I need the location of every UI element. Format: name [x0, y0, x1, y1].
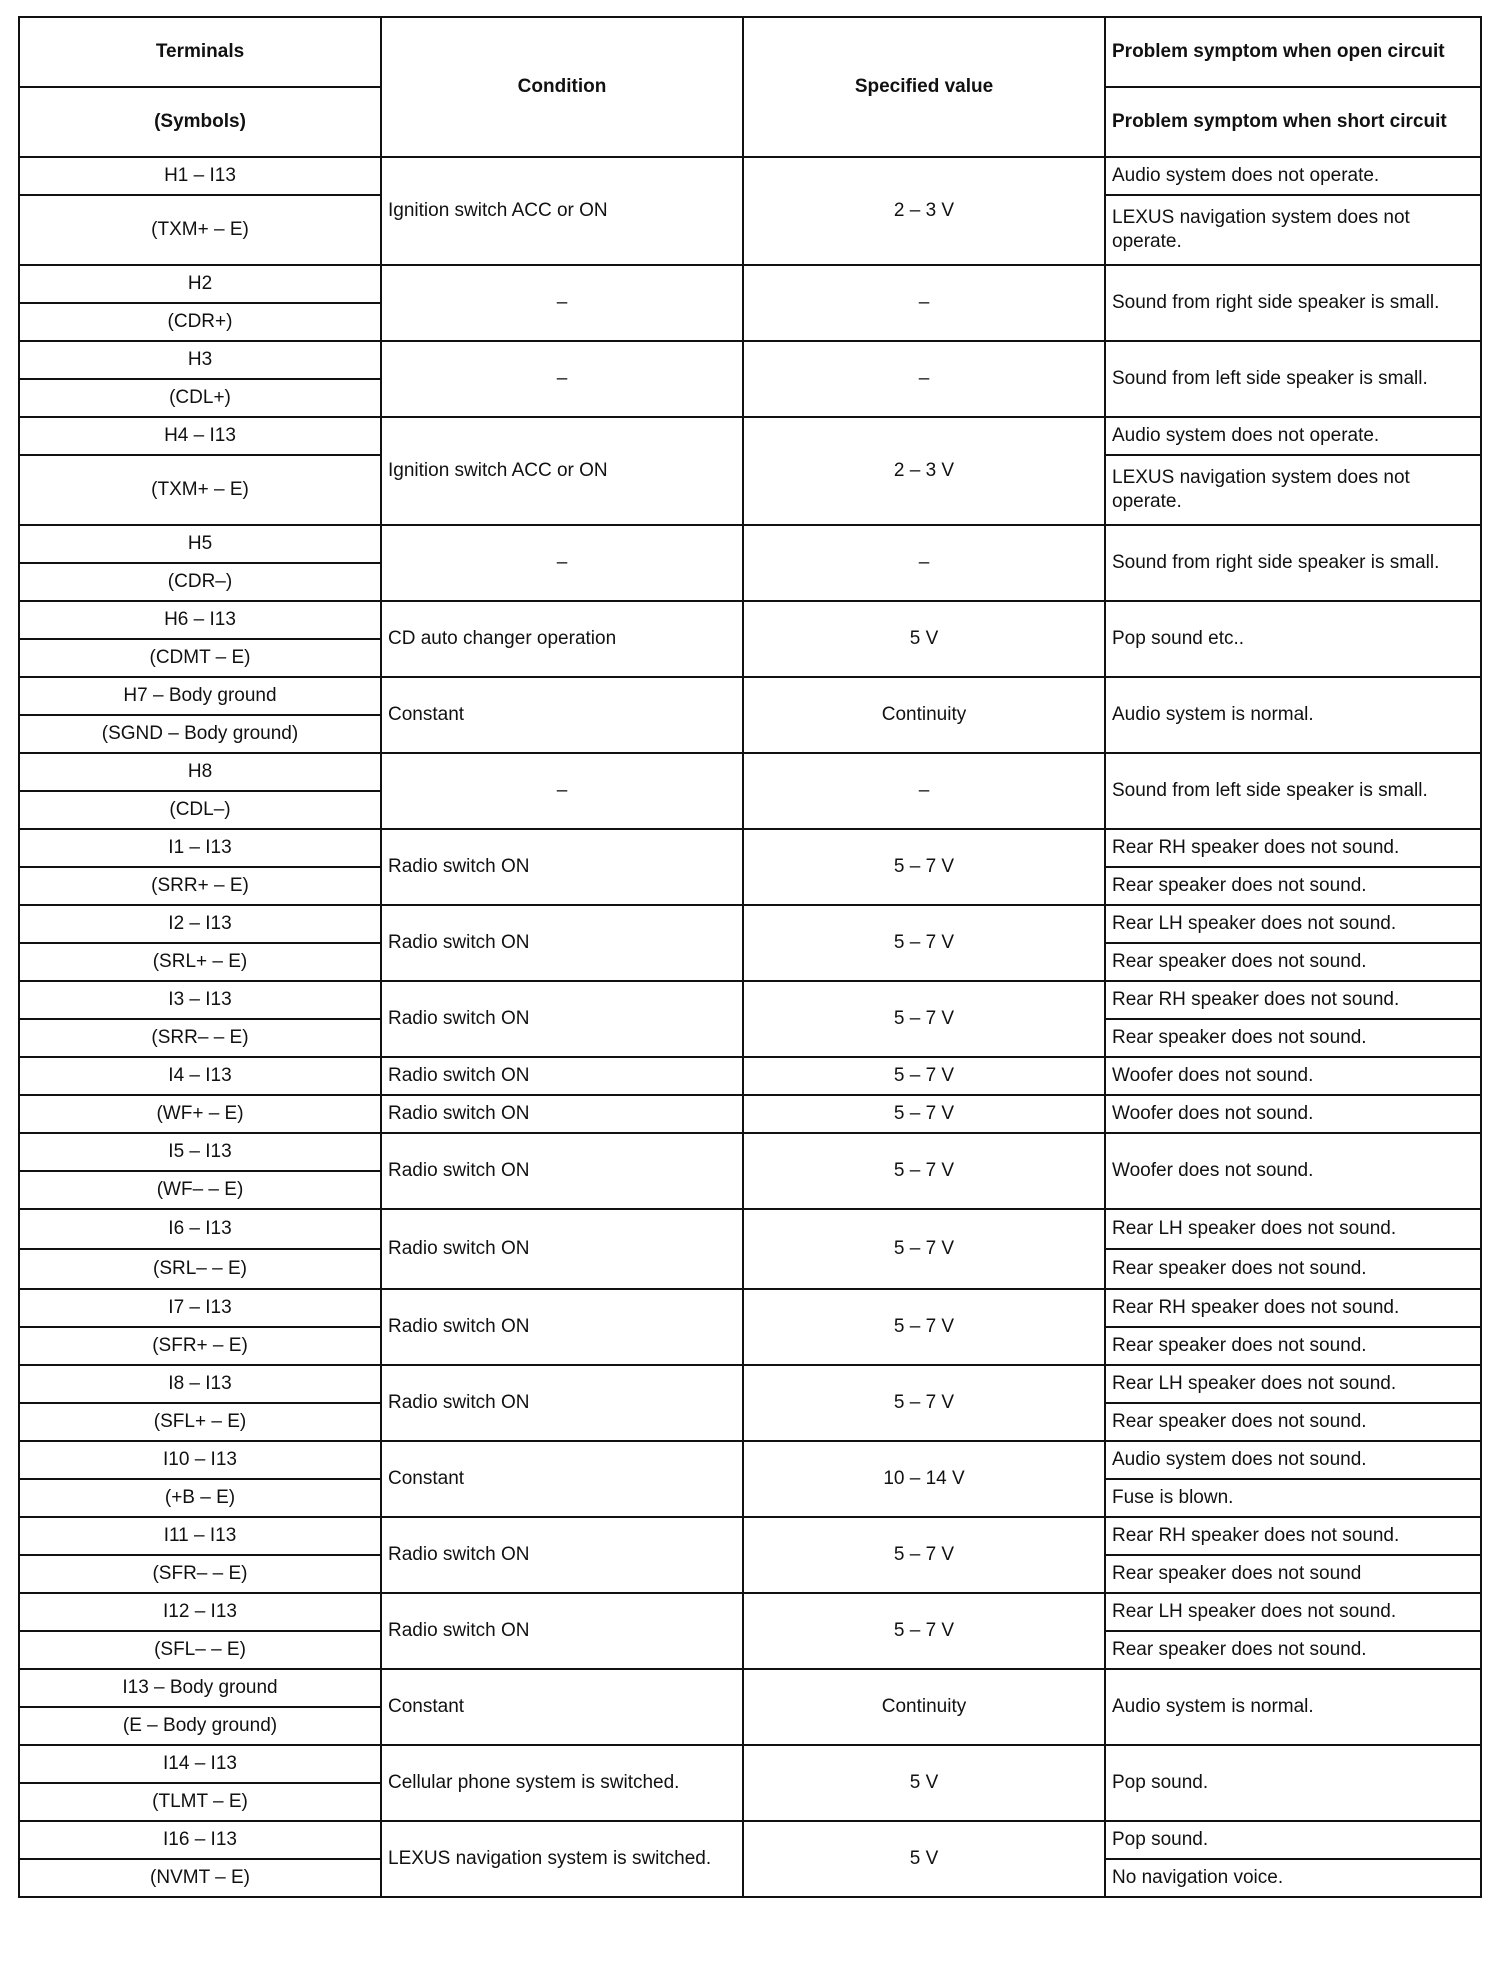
- symbol-cell: (CDR+): [19, 303, 381, 341]
- symptom-cell: Audio system does not operate.: [1105, 417, 1481, 455]
- symbol-cell: (TXM+ – E): [19, 455, 381, 525]
- symptom-cell: Sound from right side speaker is small.: [1105, 265, 1481, 341]
- terminal-cell: I12 – I13: [19, 1593, 381, 1631]
- symbol-cell: (SFR– – E): [19, 1555, 381, 1593]
- terminal-cell: I14 – I13: [19, 1745, 381, 1783]
- value-cell: 5 – 7 V: [743, 1133, 1105, 1209]
- symptom-cell: Fuse is blown.: [1105, 1479, 1481, 1517]
- terminal-cell: I2 – I13: [19, 905, 381, 943]
- symptom-cell: Rear speaker does not sound.: [1105, 1327, 1481, 1365]
- condition-cell: –: [381, 265, 743, 341]
- table-row: [19, 1669, 1481, 1707]
- table-row: [19, 1209, 1481, 1249]
- terminal-cell: I10 – I13: [19, 1441, 381, 1479]
- terminal-cell: H2: [19, 265, 381, 303]
- terminal-cell: I13 – Body ground: [19, 1669, 381, 1707]
- symptom-cell: Audio system does not sound.: [1105, 1441, 1481, 1479]
- terminal-cell: I3 – I13: [19, 981, 381, 1019]
- value-cell: Continuity: [743, 677, 1105, 753]
- condition-cell: Constant: [381, 1441, 743, 1517]
- symptom-cell: Pop sound.: [1105, 1745, 1481, 1821]
- condition-cell: Radio switch ON: [381, 1133, 743, 1209]
- value-cell: 5 – 7 V: [743, 829, 1105, 905]
- value-cell: 5 – 7 V: [743, 1365, 1105, 1441]
- symptom-cell: Audio system does not operate.: [1105, 157, 1481, 195]
- table-row: [19, 265, 1481, 303]
- symbol-cell: (CDL+): [19, 379, 381, 417]
- condition-cell: Radio switch ON: [381, 1209, 743, 1289]
- symbol-cell: (SGND – Body ground): [19, 715, 381, 753]
- symptom-cell: Rear LH speaker does not sound.: [1105, 905, 1481, 943]
- value-cell: –: [743, 265, 1105, 341]
- header-symbols: (Symbols): [19, 87, 381, 157]
- symbol-cell: (CDMT – E): [19, 639, 381, 677]
- symbol-cell: (TLMT – E): [19, 1783, 381, 1821]
- value-cell: 2 – 3 V: [743, 157, 1105, 265]
- header-condition: Condition: [381, 17, 743, 157]
- symbol-cell: (TXM+ – E): [19, 195, 381, 265]
- symbol-cell: (CDL–): [19, 791, 381, 829]
- condition-cell: Radio switch ON: [381, 1365, 743, 1441]
- table-row: [19, 753, 1481, 791]
- symbol-cell: (+B – E): [19, 1479, 381, 1517]
- terminal-cell: I6 – I13: [19, 1209, 381, 1249]
- symbol-cell: (E – Body ground): [19, 1707, 381, 1745]
- header-symptom-short: Problem symptom when short circuit: [1105, 87, 1481, 157]
- table-row: [19, 157, 1481, 195]
- terminal-cell: H1 – I13: [19, 157, 381, 195]
- condition-cell: Radio switch ON: [381, 1517, 743, 1593]
- symptom-cell: Sound from right side speaker is small.: [1105, 525, 1481, 601]
- symbol-cell: (CDR–): [19, 563, 381, 601]
- terminal-cell: I8 – I13: [19, 1365, 381, 1403]
- table-row: [19, 1365, 1481, 1403]
- symbol-cell: (SRR+ – E): [19, 867, 381, 905]
- condition-cell: –: [381, 753, 743, 829]
- terminal-cell: I16 – I13: [19, 1821, 381, 1859]
- condition-cell: Ignition switch ACC or ON: [381, 417, 743, 525]
- symbol-cell: (SRL– – E): [19, 1249, 381, 1289]
- value-cell: 5 – 7 V: [743, 1289, 1105, 1365]
- symptom-cell: Sound from left side speaker is small.: [1105, 341, 1481, 417]
- condition-cell: LEXUS navigation system is switched.: [381, 1821, 743, 1897]
- table-row: [19, 417, 1481, 455]
- symptom-cell: Rear speaker does not sound.: [1105, 867, 1481, 905]
- value-cell: 5 – 7 V: [743, 1057, 1105, 1095]
- value-cell: 5 V: [743, 601, 1105, 677]
- value-cell: 5 V: [743, 1821, 1105, 1897]
- table-row: [19, 1095, 1481, 1133]
- symptom-cell: Rear speaker does not sound.: [1105, 943, 1481, 981]
- terminal-cell: H7 – Body ground: [19, 677, 381, 715]
- value-cell: 5 – 7 V: [743, 905, 1105, 981]
- terminal-cell: H6 – I13: [19, 601, 381, 639]
- symptom-cell: Rear speaker does not sound.: [1105, 1019, 1481, 1057]
- table-row: [19, 981, 1481, 1019]
- value-cell: 5 – 7 V: [743, 1209, 1105, 1289]
- value-cell: –: [743, 341, 1105, 417]
- terminal-specification-table: [18, 16, 1482, 1898]
- terminal-cell: I5 – I13: [19, 1133, 381, 1171]
- symbol-cell: (SFL+ – E): [19, 1403, 381, 1441]
- symptom-cell: Rear RH speaker does not sound.: [1105, 1289, 1481, 1327]
- table-row: [19, 1289, 1481, 1327]
- value-cell: 5 – 7 V: [743, 1095, 1105, 1133]
- terminal-cell: I1 – I13: [19, 829, 381, 867]
- value-cell: 2 – 3 V: [743, 417, 1105, 525]
- symptom-cell: Sound from left side speaker is small.: [1105, 753, 1481, 829]
- terminal-cell: H8: [19, 753, 381, 791]
- symbol-cell: (SRL+ – E): [19, 943, 381, 981]
- terminal-table-sheet: [18, 16, 1480, 1898]
- symptom-cell: LEXUS navigation system does not operate.: [1105, 455, 1481, 525]
- table-row: [19, 1441, 1481, 1479]
- table-row: [19, 341, 1481, 379]
- terminal-cell: I4 – I13: [19, 1057, 381, 1095]
- symptom-cell: LEXUS navigation system does not operate.: [1105, 195, 1481, 265]
- symptom-cell: Pop sound etc..: [1105, 601, 1481, 677]
- table-row: [19, 905, 1481, 943]
- table-row: [19, 829, 1481, 867]
- condition-cell: Radio switch ON: [381, 1289, 743, 1365]
- symptom-cell: Audio system is normal.: [1105, 677, 1481, 753]
- symbol-cell: (WF+ – E): [19, 1095, 381, 1133]
- symptom-cell: Rear RH speaker does not sound.: [1105, 1517, 1481, 1555]
- condition-cell: CD auto changer operation: [381, 601, 743, 677]
- terminal-cell: I7 – I13: [19, 1289, 381, 1327]
- condition-cell: Constant: [381, 1669, 743, 1745]
- table-row: [19, 1057, 1481, 1095]
- condition-cell: Radio switch ON: [381, 905, 743, 981]
- condition-cell: Radio switch ON: [381, 1095, 743, 1133]
- condition-cell: Radio switch ON: [381, 829, 743, 905]
- symbol-cell: (SFL– – E): [19, 1631, 381, 1669]
- symptom-cell: Rear speaker does not sound.: [1105, 1403, 1481, 1441]
- symptom-cell: Woofer does not sound.: [1105, 1057, 1481, 1095]
- terminal-cell: I11 – I13: [19, 1517, 381, 1555]
- header-terminals: Terminals: [19, 17, 381, 87]
- symptom-cell: Woofer does not sound.: [1105, 1133, 1481, 1209]
- header-specified-value: Specified value: [743, 17, 1105, 157]
- table-row: [19, 601, 1481, 639]
- terminal-cell: H3: [19, 341, 381, 379]
- symptom-cell: Rear LH speaker does not sound.: [1105, 1593, 1481, 1631]
- value-cell: 10 – 14 V: [743, 1441, 1105, 1517]
- table-row: [19, 1517, 1481, 1555]
- condition-cell: Radio switch ON: [381, 1057, 743, 1095]
- terminal-cell: H5: [19, 525, 381, 563]
- terminal-cell: H4 – I13: [19, 417, 381, 455]
- table-row: [19, 1821, 1481, 1859]
- table-row: [19, 1593, 1481, 1631]
- value-cell: 5 – 7 V: [743, 1517, 1105, 1593]
- table-row: [19, 677, 1481, 715]
- condition-cell: –: [381, 341, 743, 417]
- symbol-cell: (SRR– – E): [19, 1019, 381, 1057]
- value-cell: 5 V: [743, 1745, 1105, 1821]
- symptom-cell: Rear RH speaker does not sound.: [1105, 829, 1481, 867]
- condition-cell: Ignition switch ACC or ON: [381, 157, 743, 265]
- symptom-cell: Audio system is normal.: [1105, 1669, 1481, 1745]
- table-row: [19, 1133, 1481, 1171]
- condition-cell: Cellular phone system is switched.: [381, 1745, 743, 1821]
- value-cell: 5 – 7 V: [743, 981, 1105, 1057]
- value-cell: Continuity: [743, 1669, 1105, 1745]
- symbol-cell: (SFR+ – E): [19, 1327, 381, 1365]
- table-row: [19, 525, 1481, 563]
- condition-cell: Radio switch ON: [381, 1593, 743, 1669]
- header-row: [19, 17, 1481, 87]
- symptom-cell: Pop sound.: [1105, 1821, 1481, 1859]
- symptom-cell: Rear LH speaker does not sound.: [1105, 1209, 1481, 1249]
- symbol-cell: (WF– – E): [19, 1171, 381, 1209]
- symbol-cell: (NVMT – E): [19, 1859, 381, 1897]
- condition-cell: –: [381, 525, 743, 601]
- value-cell: –: [743, 525, 1105, 601]
- symptom-cell: Rear RH speaker does not sound.: [1105, 981, 1481, 1019]
- header-symptom-open: Problem symptom when open circuit: [1105, 17, 1481, 87]
- symptom-cell: Rear speaker does not sound.: [1105, 1249, 1481, 1289]
- condition-cell: Radio switch ON: [381, 981, 743, 1057]
- value-cell: –: [743, 753, 1105, 829]
- symptom-cell: Rear speaker does not sound.: [1105, 1631, 1481, 1669]
- symptom-cell: Rear speaker does not sound: [1105, 1555, 1481, 1593]
- value-cell: 5 – 7 V: [743, 1593, 1105, 1669]
- symptom-cell: Woofer does not sound.: [1105, 1095, 1481, 1133]
- symptom-cell: Rear LH speaker does not sound.: [1105, 1365, 1481, 1403]
- symptom-cell: No navigation voice.: [1105, 1859, 1481, 1897]
- condition-cell: Constant: [381, 677, 743, 753]
- table-row: [19, 1745, 1481, 1783]
